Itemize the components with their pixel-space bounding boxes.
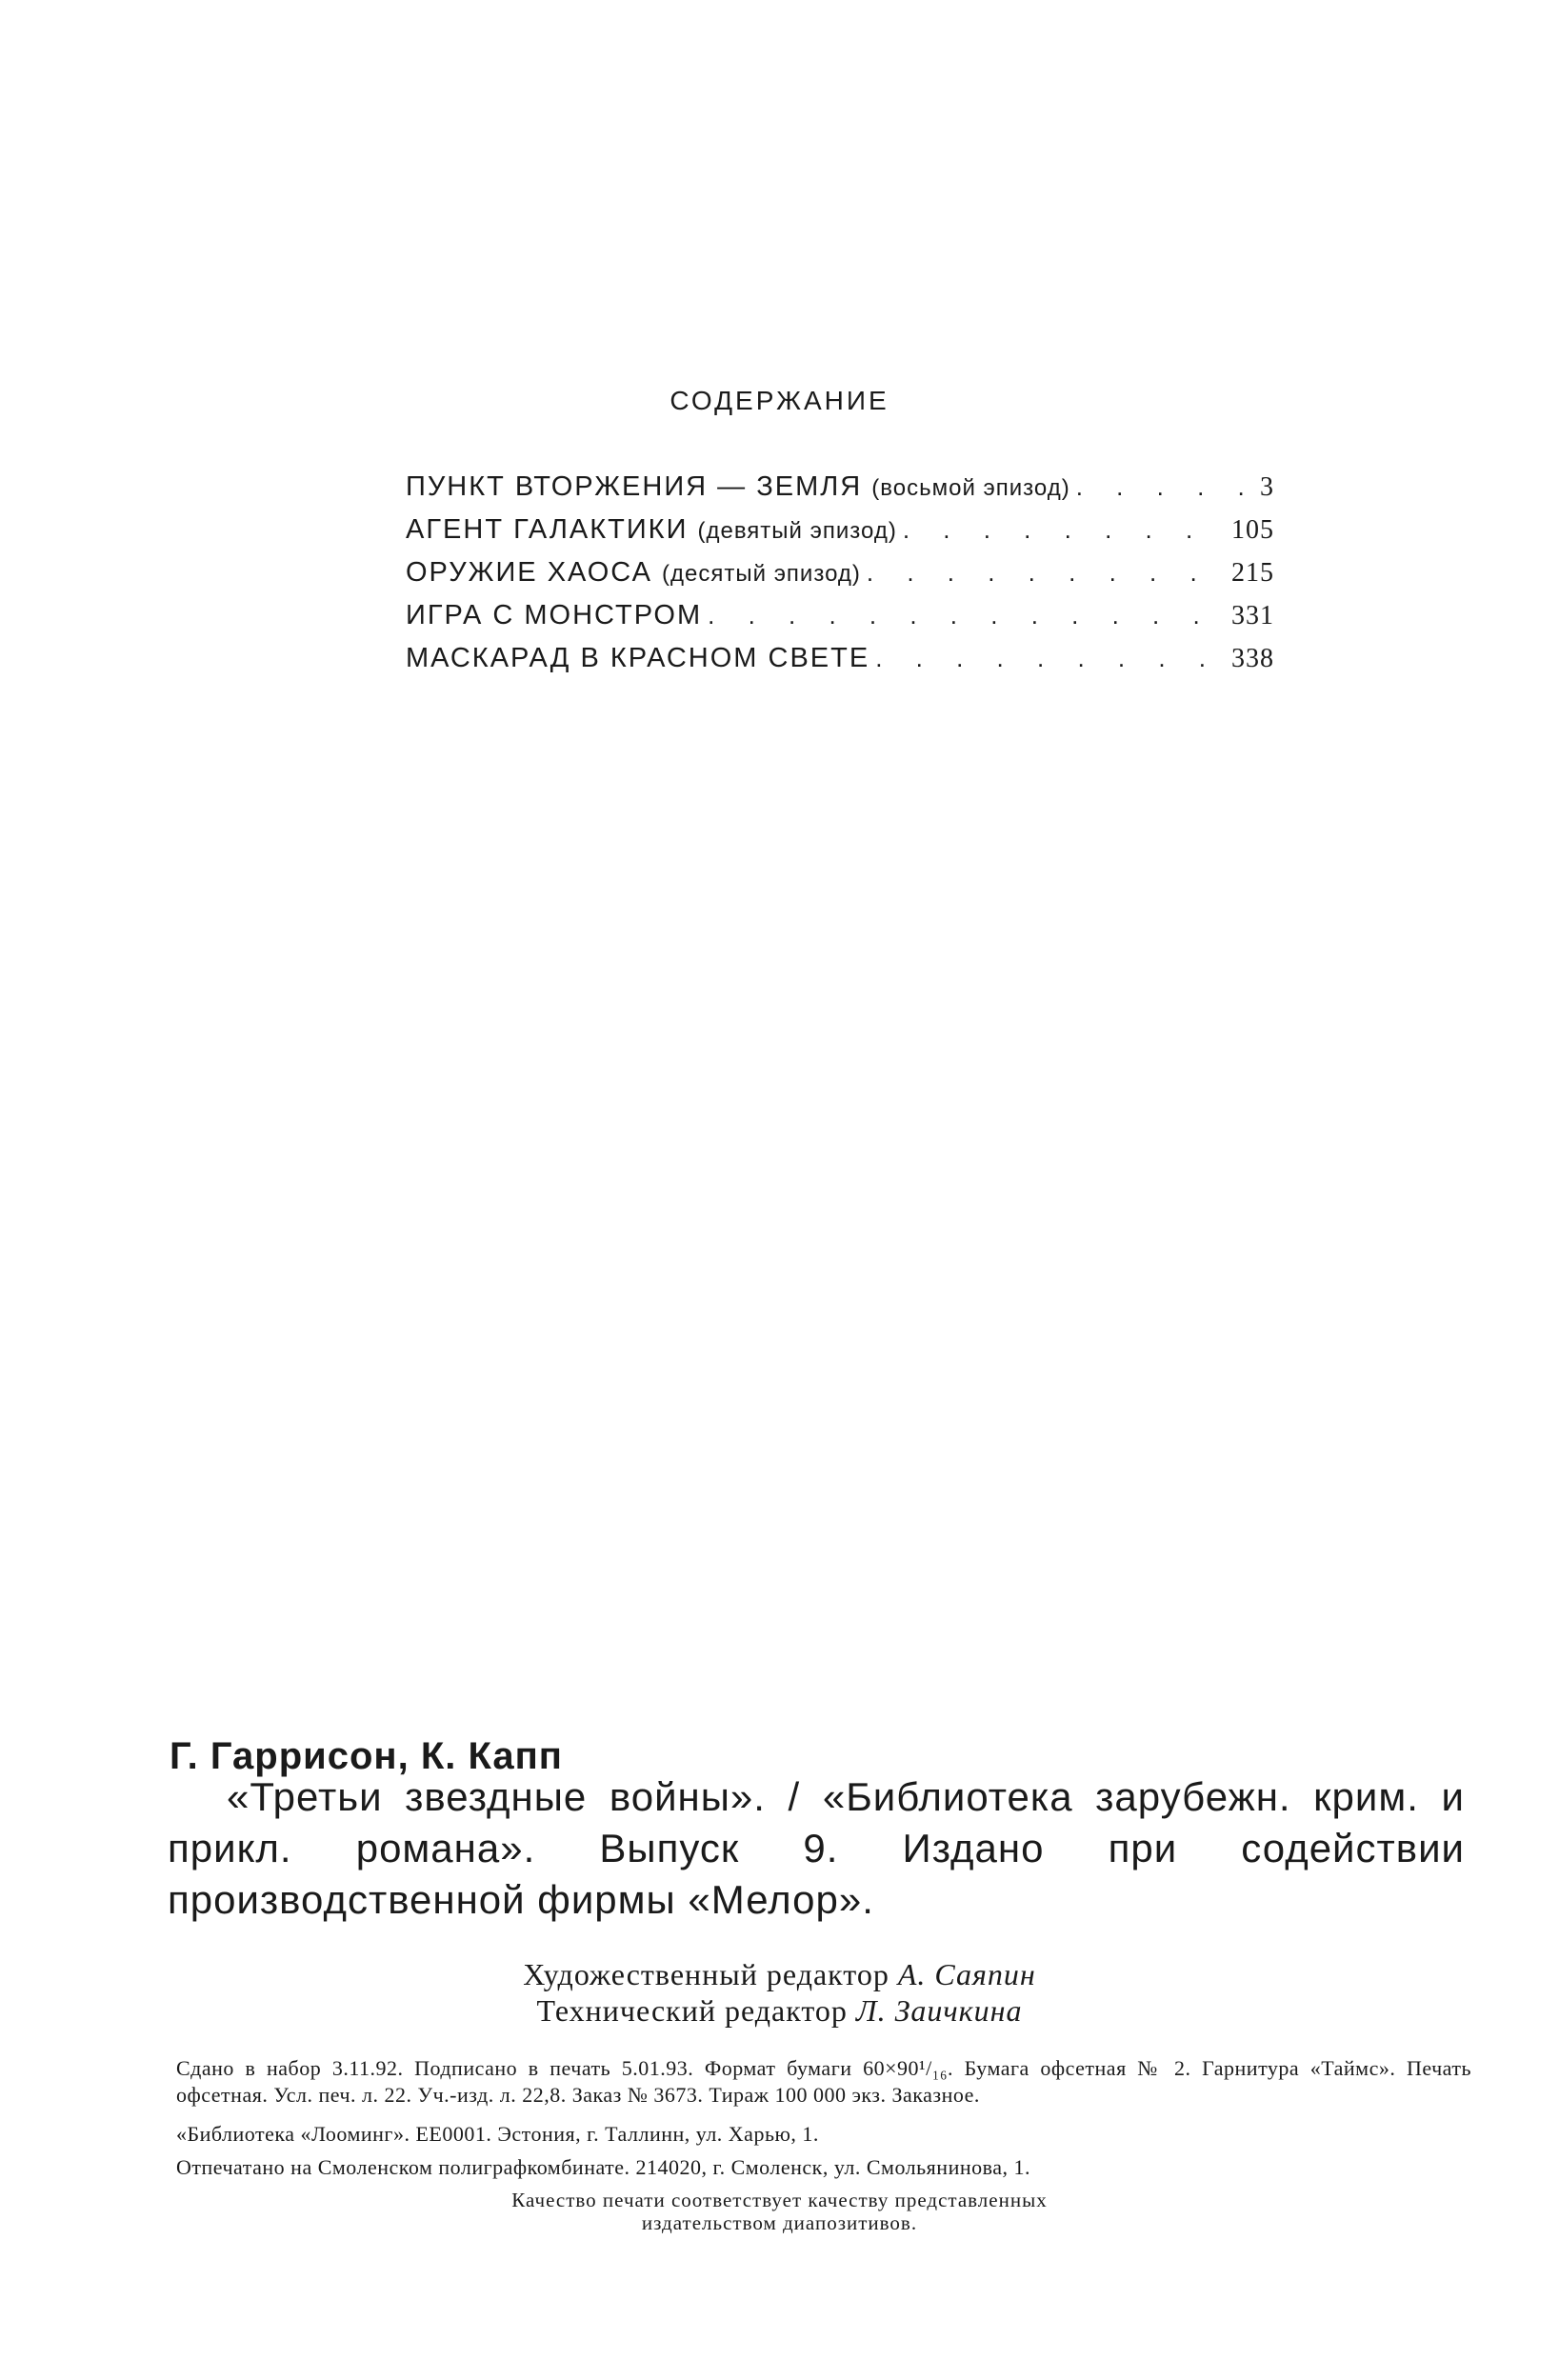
book-description: «Третьи звездные войны». / «Библиотека зарубежн. крим. и прикл. романа». Выпуск 9. Издано при содействии производственной фирмы «Мелор».	[168, 1774, 1465, 1922]
print-details: Сдано в набор 3.11.92. Подписано в печать 5.01.93. Формат бумаги 60×90¹/₁₆. Бумага офсетная № 2. Гарнитура «Таймс». Печать офсетная. Усл. печ. л. 22. Уч.-изд. л. 22,8. Заказ № 3673. Тираж 100 000 экз. Заказное.	[176, 2056, 1471, 2107]
contents-entry-page: 331	[1231, 601, 1274, 630]
contents-entry-title-wrap	[406, 471, 1070, 503]
contents-heading: СОДЕРЖАНИЕ	[670, 386, 889, 415]
contents-entry-page: 105	[1231, 515, 1274, 545]
contents-entry-title: МАСКАРАД В КРАСНОМ СВЕТЕ	[406, 643, 870, 673]
dot-leader	[708, 601, 1226, 630]
print-quality-note	[0, 2189, 1559, 2234]
dot-leader	[875, 644, 1226, 673]
contents-list	[406, 471, 1274, 686]
contents-entry[interactable]	[406, 643, 1274, 686]
contents-entry-title-wrap	[406, 514, 897, 546]
contents-entry-subtitle: (десятый эпизод)	[662, 561, 861, 587]
contents-entry-title: ПУНКТ ВТОРЖЕНИЯ — ЗЕМЛЯ	[406, 471, 863, 502]
art-editor-credit	[0, 1957, 1559, 1992]
art-editor-label: Художественный редактор	[523, 1957, 889, 1991]
book-authors: Г. Гаррисон, К. Капп	[170, 1735, 563, 1777]
dot-leader	[1076, 472, 1254, 502]
printer-line: Отпечатано на Смоленском полиграфкомбинате. 214020, г. Смоленск, ул. Смольянинова, 1.	[176, 2155, 1030, 2179]
contents-entry-subtitle: (восьмой эпизод)	[871, 475, 1070, 501]
contents-entry[interactable]	[406, 600, 1274, 643]
print-quality-line: Качество печати соответствует качеству представленных	[511, 2189, 1048, 2211]
contents-entry-title-wrap	[406, 643, 869, 674]
contents-entry[interactable]	[406, 557, 1274, 600]
dot-leader	[903, 515, 1226, 545]
contents-entry-title-wrap	[406, 600, 702, 631]
contents-entry-title-wrap	[406, 557, 861, 589]
publisher-line: «Библиотека «Лооминг». ЕЕ0001. Эстония, г. Таллинн, ул. Харью, 1.	[176, 2122, 819, 2146]
print-quality-line: издательством диапозитивов.	[641, 2211, 918, 2234]
contents-entry-title: ИГРА С МОНСТРОМ	[406, 600, 703, 630]
contents-entry-title: АГЕНТ ГАЛАКТИКИ	[406, 514, 689, 545]
dot-leader	[867, 558, 1226, 588]
contents-entry-page: 338	[1231, 644, 1274, 673]
contents-entry-title: ОРУЖИЕ ХАОСА	[406, 557, 652, 588]
contents-entry[interactable]	[406, 514, 1274, 557]
art-editor-name: А. Саяпин	[897, 1957, 1036, 1991]
tech-editor-credit	[0, 1993, 1559, 2029]
tech-editor-label: Технический редактор	[536, 1993, 848, 2028]
contents-entry[interactable]	[406, 471, 1274, 514]
contents-entry-page: 3	[1260, 472, 1274, 502]
contents-entry-subtitle: (девятый эпизод)	[697, 518, 897, 544]
contents-entry-page: 215	[1231, 558, 1274, 588]
tech-editor-name: Л. Заичкина	[855, 1993, 1023, 2028]
